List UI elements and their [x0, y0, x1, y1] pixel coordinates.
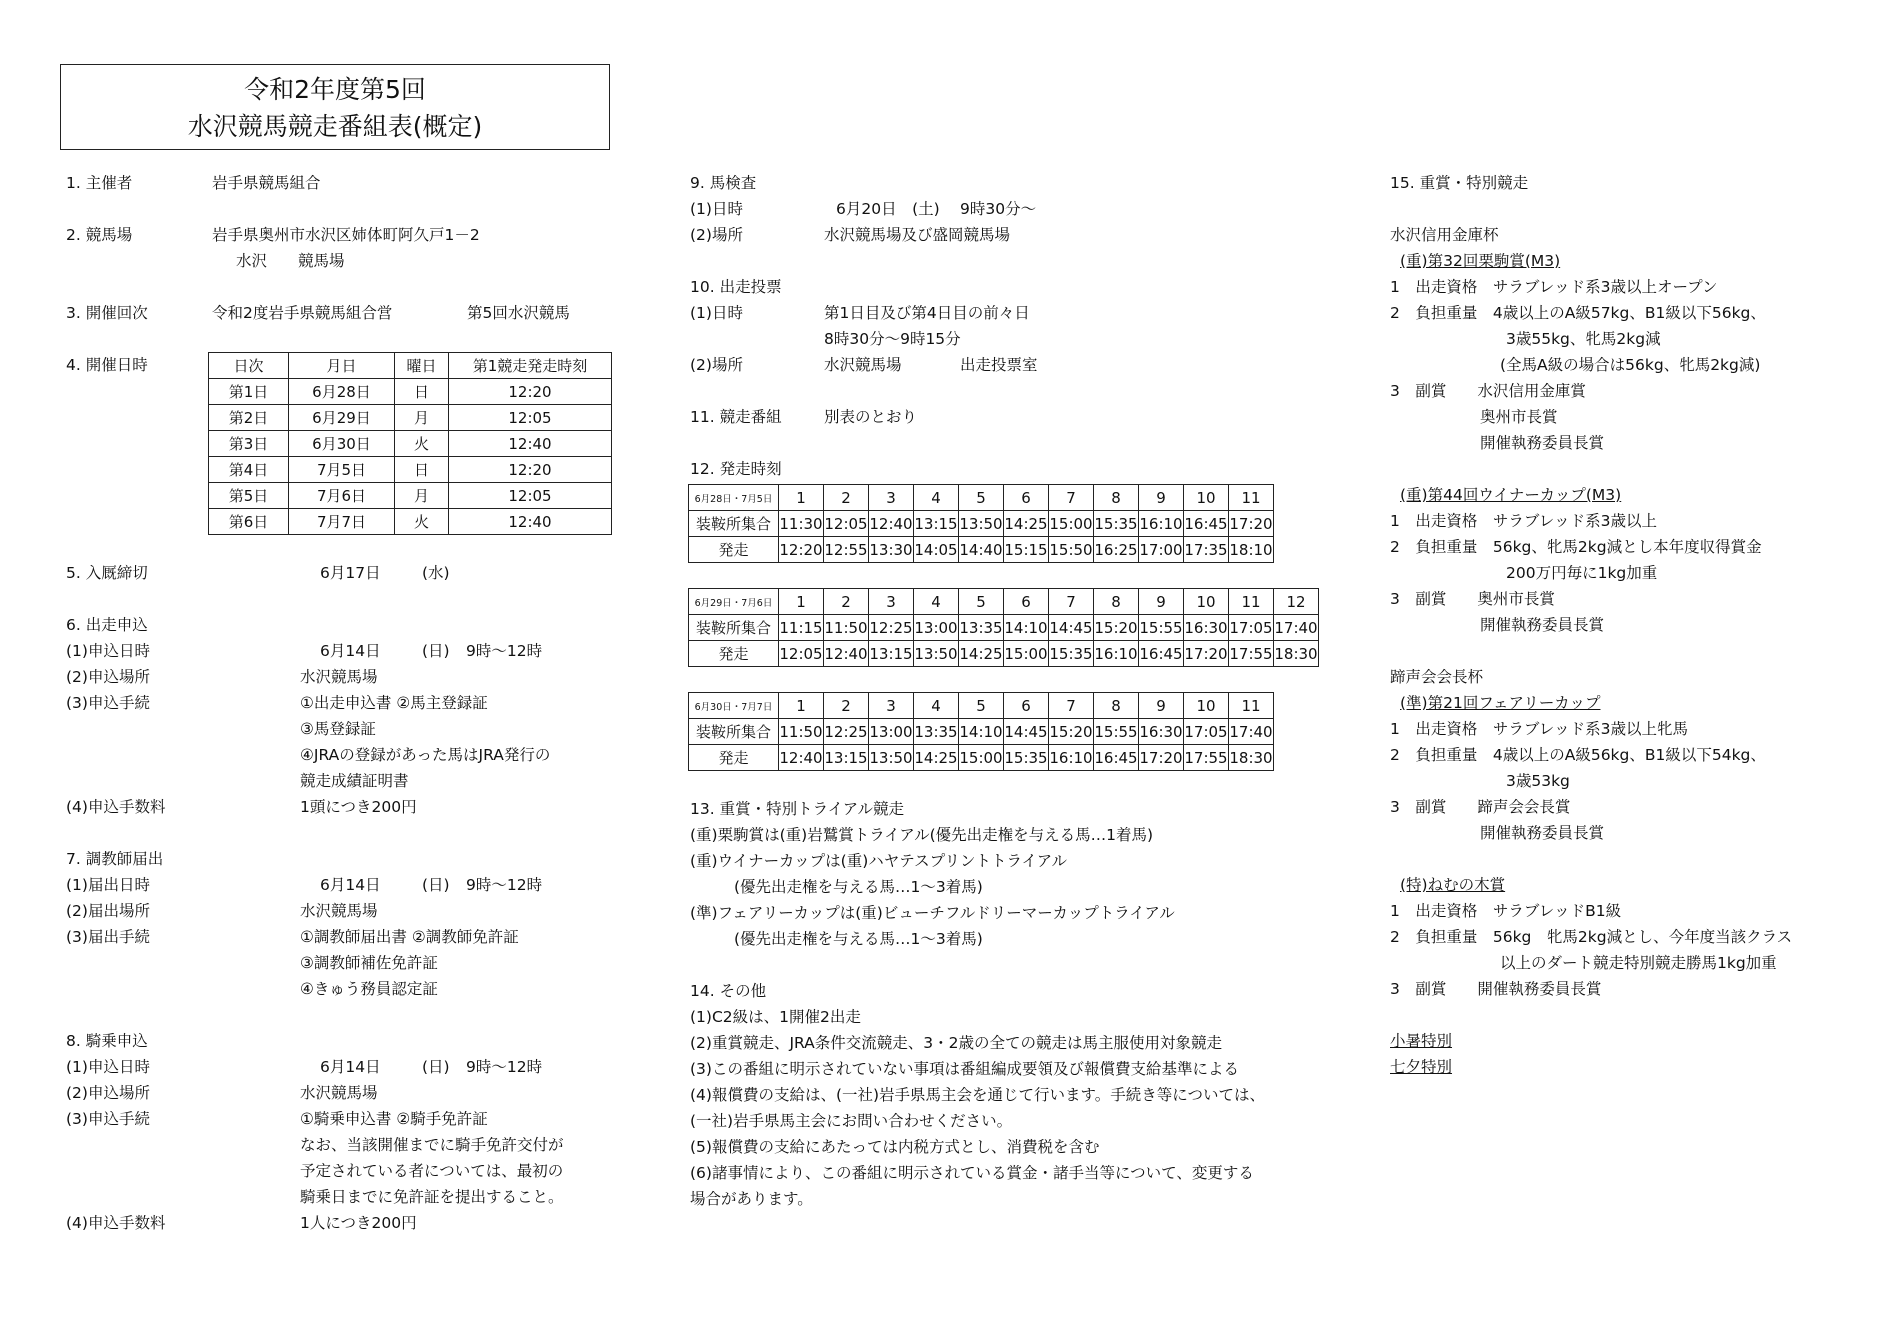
- start-time: 13:50: [914, 641, 959, 667]
- section-7-l3: (3)届出手続: [66, 928, 150, 946]
- start-time: 12:55: [824, 537, 869, 563]
- start-time: 12:05: [779, 641, 824, 667]
- section-8-l3: (3)申込手続: [66, 1110, 150, 1128]
- race-2-a5: 開催執務委員長賞: [1480, 616, 1605, 634]
- race-1-a5: 3 副賞 水沢信用金庫賞: [1390, 382, 1586, 400]
- start-time: 14:25: [959, 641, 1004, 667]
- gather-time: 13:35: [914, 719, 959, 745]
- start-time: 15:00: [959, 745, 1004, 771]
- start-time: 15:50: [1049, 537, 1094, 563]
- section-9-label: 9. 馬検査: [690, 174, 757, 192]
- section-10-l1: (1)日時: [690, 304, 743, 322]
- section-7-v1: 6月14日: [320, 876, 381, 894]
- start-time: 16:10: [1049, 745, 1094, 771]
- section-2-value-2: 水沢 競馬場: [236, 252, 345, 270]
- section-3-value: 令和2度岩手県競馬組合営: [212, 304, 393, 322]
- race-2-a1: 1 出走資格 サラブレッド系3歳以上: [1390, 512, 1657, 530]
- gather-time: 11:50: [824, 615, 869, 641]
- race-1-a1: 1 出走資格 サラブレッド系3歳以上オープン: [1390, 278, 1718, 296]
- race-number: 6: [1004, 693, 1049, 719]
- section-14-line-8: 場合があります。: [690, 1190, 813, 1208]
- race-number: 2: [824, 693, 869, 719]
- race-1-a4: (全馬A級の場合は56kg、牝馬2kg減): [1500, 356, 1761, 374]
- gather-time: 13:15: [914, 511, 959, 537]
- schedule-cell-weekday: 火: [395, 431, 449, 457]
- section-13-label: 13. 重賞・特別トライアル競走: [690, 800, 905, 818]
- section-6-v1b: (日): [422, 642, 450, 660]
- schedule-header-date: 月日: [289, 353, 395, 379]
- race-number: 1: [779, 693, 824, 719]
- start-time: 14:40: [959, 537, 1004, 563]
- start-time: 18:10: [1229, 537, 1274, 563]
- schedule-header-row: [209, 353, 612, 379]
- start-time: 12:20: [779, 537, 824, 563]
- race-1-name: (重)第32回栗駒賞(M3): [1400, 252, 1561, 270]
- race-table-header-row: [689, 485, 1274, 511]
- section-2-label: 2. 競馬場: [66, 226, 133, 244]
- gather-time: 13:50: [959, 511, 1004, 537]
- section-13-line-1: (重)栗駒賞は(重)岩鷲賞トライアル(優先出走権を与える馬…1着馬): [690, 826, 1154, 844]
- section-6-v3b: ③馬登録証: [300, 720, 376, 738]
- start-time: 17:20: [1184, 641, 1229, 667]
- special-race-2: 七夕特別: [1390, 1058, 1453, 1076]
- section-14-line-7: (6)諸事情により、この番組に明示されている賞金・諸手当等について、変更する: [690, 1164, 1254, 1182]
- section-6-l2: (2)申込場所: [66, 668, 150, 686]
- race-2-a4: 3 副賞 奥州市長賞: [1390, 590, 1555, 608]
- section-7-l2: (2)届出場所: [66, 902, 150, 920]
- section-6-label: 6. 出走申込: [66, 616, 148, 634]
- gather-time: 13:35: [959, 615, 1004, 641]
- section-6-l1: (1)申込日時: [66, 642, 150, 660]
- race-2-a2: 2 負担重量 56kg、牝馬2kg減とし本年度収得賞金: [1390, 538, 1762, 556]
- section-8-v3c: 予定されている者については、最初の: [300, 1162, 564, 1180]
- section-1-value: 岩手県競馬組合: [212, 174, 321, 192]
- race-table-gather-row: [689, 615, 1319, 641]
- section-12-label: 12. 発走時刻: [690, 460, 782, 478]
- gather-time: 15:55: [1094, 719, 1139, 745]
- schedule-cell-weekday: 日: [395, 457, 449, 483]
- race-table-gather-row: [689, 719, 1274, 745]
- section-13-line-2: (重)ウイナーカップは(重)ハヤテスプリントトライアル: [690, 852, 1067, 870]
- section-5-day: (水): [422, 564, 450, 582]
- gather-time: 12:25: [869, 615, 914, 641]
- section-14-line-4: (4)報償費の支給は、(一社)岩手県馬主会を通じて行います。手続き等については、: [690, 1086, 1266, 1104]
- start-time: 16:45: [1094, 745, 1139, 771]
- section-3-value-2: 第5回水沢競馬: [467, 304, 570, 322]
- section-8-v4: 1人につき200円: [300, 1214, 417, 1232]
- schedule-table: [208, 352, 612, 535]
- gather-time: 13:00: [869, 719, 914, 745]
- section-14-line-5: (一社)岩手県馬主会にお問い合わせください。: [690, 1112, 1013, 1130]
- start-time: 16:25: [1094, 537, 1139, 563]
- schedule-header-weekday: 曜日: [395, 353, 449, 379]
- gather-label: 装鞍所集合: [689, 511, 779, 537]
- gather-time: 16:10: [1139, 511, 1184, 537]
- race-1-a6: 奥州市長賞: [1480, 408, 1558, 426]
- section-8-l4: (4)申込手数料: [66, 1214, 166, 1232]
- start-time: 17:00: [1139, 537, 1184, 563]
- race-number: 4: [914, 693, 959, 719]
- start-time: 12:40: [779, 745, 824, 771]
- start-time: 17:35: [1184, 537, 1229, 563]
- section-9-v2: 水沢競馬場及び盛岡競馬場: [824, 226, 1011, 244]
- schedule-cell-weekday: 火: [395, 509, 449, 535]
- section-10-l2: (2)場所: [690, 356, 743, 374]
- gather-label: 装鞍所集合: [689, 719, 779, 745]
- schedule-cell-start-time: 12:40: [449, 431, 612, 457]
- race-number: 7: [1049, 589, 1094, 615]
- race-time-table: [688, 588, 1319, 667]
- gather-time: 14:25: [1004, 511, 1049, 537]
- gather-time: 14:45: [1004, 719, 1049, 745]
- section-6-v1c: 9時～12時: [466, 642, 543, 660]
- schedule-cell-start-time: 12:20: [449, 379, 612, 405]
- race-4-name: (特)ねむの木賞: [1400, 876, 1506, 894]
- start-time: 16:45: [1139, 641, 1184, 667]
- race-number: 4: [914, 485, 959, 511]
- title-line-1: 令和2年度第5回: [244, 75, 426, 104]
- section-6-v1: 6月14日: [320, 642, 381, 660]
- race-3-name: (準)第21回フェアリーカップ: [1400, 694, 1601, 712]
- section-11-value: 別表のとおり: [824, 408, 918, 426]
- race-number: 4: [914, 589, 959, 615]
- schedule-cell-day: 第1日: [209, 379, 289, 405]
- section-14-line-2: (2)重賞競走、JRA条件交流競走、3・2歳の全ての競走は馬主服使用対象競走: [690, 1034, 1222, 1052]
- section-8-label: 8. 騎乗申込: [66, 1032, 148, 1050]
- section-8-v3a: ①騎乗申込書 ②騎手免許証: [300, 1110, 488, 1128]
- race-number: 2: [824, 589, 869, 615]
- race-number: 11: [1229, 589, 1274, 615]
- section-2-value: 岩手県奥州市水沢区姉体町阿久戸1－2: [212, 226, 480, 244]
- section-7-v2: 水沢競馬場: [300, 902, 378, 920]
- section-1-label: 1. 主催者: [66, 174, 133, 192]
- schedule-row: [209, 379, 612, 405]
- gather-time: 15:00: [1049, 511, 1094, 537]
- race-number: 9: [1139, 485, 1184, 511]
- section-6-v4: 1頭につき200円: [300, 798, 417, 816]
- race-table-start-row: [689, 537, 1274, 563]
- race-number: 3: [869, 589, 914, 615]
- gather-time: 15:20: [1049, 719, 1094, 745]
- start-time: 13:15: [824, 745, 869, 771]
- section-13-line-4: (準)フェアリーカップは(重)ビューチフルドリーマーカップトライアル: [690, 904, 1175, 922]
- race-table-date-label: 6月29日・7月6日: [689, 589, 779, 615]
- race-time-table: [688, 692, 1274, 771]
- race-2-name: (重)第44回ウイナーカップ(M3): [1400, 486, 1622, 504]
- race-number: 3: [869, 693, 914, 719]
- gather-time: 17:05: [1229, 615, 1274, 641]
- start-time: 14:05: [914, 537, 959, 563]
- section-9-l2: (2)場所: [690, 226, 743, 244]
- schedule-cell-day: 第4日: [209, 457, 289, 483]
- document-title: [60, 64, 610, 150]
- section-14-line-3: (3)この番組に明示されていない事項は番組編成要領及び報償費支給基準による: [690, 1060, 1239, 1078]
- gather-time: 16:30: [1139, 719, 1184, 745]
- section-14-line-6: (5)報償費の支給にあたっては内税方式とし、消費税を含む: [690, 1138, 1100, 1156]
- gather-time: 15:35: [1094, 511, 1139, 537]
- title-line-2: 水沢競馬競走番組表(概定): [187, 112, 483, 141]
- start-time: 12:40: [824, 641, 869, 667]
- race-4-a4: 3 副賞 開催執務委員長賞: [1390, 980, 1602, 998]
- race-4-a1: 1 出走資格 サラブレッドB1級: [1390, 902, 1622, 920]
- race-table-date-label: 6月28日・7月5日: [689, 485, 779, 511]
- section-6-v3d: 競走成績証明書: [300, 772, 409, 790]
- race-number: 9: [1139, 693, 1184, 719]
- schedule-row: [209, 457, 612, 483]
- race-number: 8: [1094, 589, 1139, 615]
- race-3-a1: 1 出走資格 サラブレッド系3歳以上牝馬: [1390, 720, 1688, 738]
- gather-time: 15:55: [1139, 615, 1184, 641]
- race-number: 10: [1184, 589, 1229, 615]
- section-6-v2: 水沢競馬場: [300, 668, 378, 686]
- schedule-cell-start-time: 12:05: [449, 483, 612, 509]
- gather-time: 17:40: [1274, 615, 1319, 641]
- gather-time: 12:25: [824, 719, 869, 745]
- race-table-header-row: [689, 693, 1274, 719]
- start-time: 18:30: [1274, 641, 1319, 667]
- schedule-cell-date: 6月28日: [289, 379, 395, 405]
- race-3-a4: 3 副賞 蹄声会会長賞: [1390, 798, 1571, 816]
- race-number: 2: [824, 485, 869, 511]
- gather-time: 12:40: [869, 511, 914, 537]
- race-3-a3: 3歳53kg: [1506, 772, 1570, 790]
- schedule-cell-day: 第5日: [209, 483, 289, 509]
- schedule-cell-date: 6月30日: [289, 431, 395, 457]
- gather-time: 16:45: [1184, 511, 1229, 537]
- race-2-a3: 200万円毎に1kg加重: [1506, 564, 1658, 582]
- section-7-v3a: ①調教師届出書 ②調教師免許証: [300, 928, 519, 946]
- start-time: 14:25: [914, 745, 959, 771]
- gather-time: 17:05: [1184, 719, 1229, 745]
- section-8-v3b: なお、当該開催までに騎手免許交付が: [300, 1136, 564, 1154]
- gather-time: 14:45: [1049, 615, 1094, 641]
- schedule-row: [209, 483, 612, 509]
- section-13-line-3: (優先出走権を与える馬…1～3着馬): [734, 878, 983, 896]
- section-8-v1c: 9時～12時: [466, 1058, 543, 1076]
- start-time: 17:55: [1184, 745, 1229, 771]
- schedule-cell-start-time: 12:40: [449, 509, 612, 535]
- race-number: 10: [1184, 693, 1229, 719]
- race-number: 3: [869, 485, 914, 511]
- section-9-v1b: 9時30分～: [960, 200, 1037, 218]
- gather-time: 14:10: [959, 719, 1004, 745]
- section-13-line-5: (優先出走権を与える馬…1～3着馬): [734, 930, 983, 948]
- race-1-a7: 開催執務委員長賞: [1480, 434, 1605, 452]
- section-10-v1b: 8時30分～9時15分: [824, 330, 961, 348]
- section-15-label: 15. 重賞・特別競走: [1390, 174, 1529, 192]
- start-time: 13:30: [869, 537, 914, 563]
- gather-time: 11:30: [779, 511, 824, 537]
- race-number: 5: [959, 589, 1004, 615]
- race-number: 6: [1004, 485, 1049, 511]
- gather-time: 15:20: [1094, 615, 1139, 641]
- schedule-cell-weekday: 月: [395, 483, 449, 509]
- schedule-row: [209, 405, 612, 431]
- race-table-start-row: [689, 745, 1274, 771]
- schedule-header-start-time: 第1競走発走時刻: [449, 353, 612, 379]
- gather-time: 12:05: [824, 511, 869, 537]
- schedule-cell-date: 7月6日: [289, 483, 395, 509]
- gather-time: 16:30: [1184, 615, 1229, 641]
- section-10-v2: 水沢競馬場: [824, 356, 902, 374]
- race-table-date-label: 6月30日・7月7日: [689, 693, 779, 719]
- race-1-a2: 2 負担重量 4歳以上のA級57kg、B1級以下56kg、: [1390, 304, 1766, 322]
- schedule-row: [209, 431, 612, 457]
- section-9-l1: (1)日時: [690, 200, 743, 218]
- section-6-l3: (3)申込手続: [66, 694, 150, 712]
- section-6-v3a: ①出走申込書 ②馬主登録証: [300, 694, 488, 712]
- section-8-v1: 6月14日: [320, 1058, 381, 1076]
- schedule-cell-start-time: 12:20: [449, 457, 612, 483]
- section-10-label: 10. 出走投票: [690, 278, 782, 296]
- section-11-label: 11. 競走番組: [690, 408, 782, 426]
- section-14-label: 14. その他: [690, 982, 767, 1000]
- start-time: 18:30: [1229, 745, 1274, 771]
- start-label: 発走: [689, 537, 779, 563]
- race-number: 8: [1094, 693, 1139, 719]
- race-number: 5: [959, 485, 1004, 511]
- gather-time: 14:10: [1004, 615, 1049, 641]
- gather-time: 13:00: [914, 615, 959, 641]
- schedule-cell-weekday: 月: [395, 405, 449, 431]
- cup-1-title: 水沢信用金庫杯: [1390, 226, 1499, 244]
- race-number: 1: [779, 589, 824, 615]
- schedule-header-day: 日次: [209, 353, 289, 379]
- schedule-row: [209, 509, 612, 535]
- race-number: 12: [1274, 589, 1319, 615]
- gather-time: 17:20: [1229, 511, 1274, 537]
- race-number: 8: [1094, 485, 1139, 511]
- gather-time: 11:50: [779, 719, 824, 745]
- schedule-cell-weekday: 日: [395, 379, 449, 405]
- schedule-cell-start-time: 12:05: [449, 405, 612, 431]
- race-number: 11: [1229, 693, 1274, 719]
- gather-time: 17:40: [1229, 719, 1274, 745]
- section-5-label: 5. 入厩締切: [66, 564, 148, 582]
- section-8-v3d: 騎乗日までに免許証を提出すること。: [300, 1188, 564, 1206]
- section-7-v3c: ④きゅう務員認定証: [300, 980, 438, 998]
- start-label: 発走: [689, 745, 779, 771]
- schedule-cell-day: 第2日: [209, 405, 289, 431]
- race-3-a2: 2 負担重量 4歳以上のA級56kg、B1級以下54kg、: [1390, 746, 1766, 764]
- section-4-label: 4. 開催日時: [66, 356, 148, 374]
- race-number: 9: [1139, 589, 1184, 615]
- race-time-table: [688, 484, 1274, 563]
- special-race-1: 小暑特別: [1390, 1032, 1453, 1050]
- race-4-a3: 以上のダート競走特別競走勝馬1kg加重: [1500, 954, 1777, 972]
- section-7-v3b: ③調教師補佐免許証: [300, 954, 438, 972]
- section-8-l2: (2)申込場所: [66, 1084, 150, 1102]
- section-7-label: 7. 調教師届出: [66, 850, 164, 868]
- cup-3-title: 蹄声会会長杯: [1390, 668, 1484, 686]
- section-6-v3c: ④JRAの登録があった馬はJRA発行の: [300, 746, 551, 764]
- gather-time: 11:15: [779, 615, 824, 641]
- section-8-v2: 水沢競馬場: [300, 1084, 378, 1102]
- start-time: 15:35: [1004, 745, 1049, 771]
- race-table-gather-row: [689, 511, 1274, 537]
- race-number: 7: [1049, 693, 1094, 719]
- race-number: 6: [1004, 589, 1049, 615]
- schedule-cell-date: 7月7日: [289, 509, 395, 535]
- race-number: 10: [1184, 485, 1229, 511]
- schedule-cell-day: 第3日: [209, 431, 289, 457]
- start-time: 15:35: [1049, 641, 1094, 667]
- start-time: 15:15: [1004, 537, 1049, 563]
- race-table-header-row: [689, 589, 1319, 615]
- race-number: 11: [1229, 485, 1274, 511]
- section-8-l1: (1)申込日時: [66, 1058, 150, 1076]
- section-7-l1: (1)届出日時: [66, 876, 150, 894]
- section-10-v2b: 出走投票室: [960, 356, 1038, 374]
- start-time: 13:15: [869, 641, 914, 667]
- section-7-v1b: (日): [422, 876, 450, 894]
- schedule-cell-day: 第6日: [209, 509, 289, 535]
- section-9-v1: 6月20日 (土): [836, 200, 940, 218]
- race-table-start-row: [689, 641, 1319, 667]
- section-7-v1c: 9時～12時: [466, 876, 543, 894]
- schedule-cell-date: 7月5日: [289, 457, 395, 483]
- gather-label: 装鞍所集合: [689, 615, 779, 641]
- schedule-cell-date: 6月29日: [289, 405, 395, 431]
- section-3-label: 3. 開催回次: [66, 304, 148, 322]
- section-14-line-1: (1)C2級は、1開催2出走: [690, 1008, 861, 1026]
- start-time: 16:10: [1094, 641, 1139, 667]
- start-label: 発走: [689, 641, 779, 667]
- start-time: 17:20: [1139, 745, 1184, 771]
- race-4-a2: 2 負担重量 56kg 牝馬2kg減とし、今年度当該クラス: [1390, 928, 1793, 946]
- race-number: 5: [959, 693, 1004, 719]
- race-number: 7: [1049, 485, 1094, 511]
- section-5-date: 6月17日: [320, 564, 381, 582]
- race-3-a5: 開催執務委員長賞: [1480, 824, 1605, 842]
- start-time: 13:50: [869, 745, 914, 771]
- race-1-a3: 3歳55kg、牝馬2kg減: [1506, 330, 1661, 348]
- section-8-v1b: (日): [422, 1058, 450, 1076]
- section-10-v1a: 第1日目及び第4日目の前々日: [824, 304, 1030, 322]
- start-time: 17:55: [1229, 641, 1274, 667]
- race-number: 1: [779, 485, 824, 511]
- section-6-l4: (4)申込手数料: [66, 798, 166, 816]
- start-time: 15:00: [1004, 641, 1049, 667]
